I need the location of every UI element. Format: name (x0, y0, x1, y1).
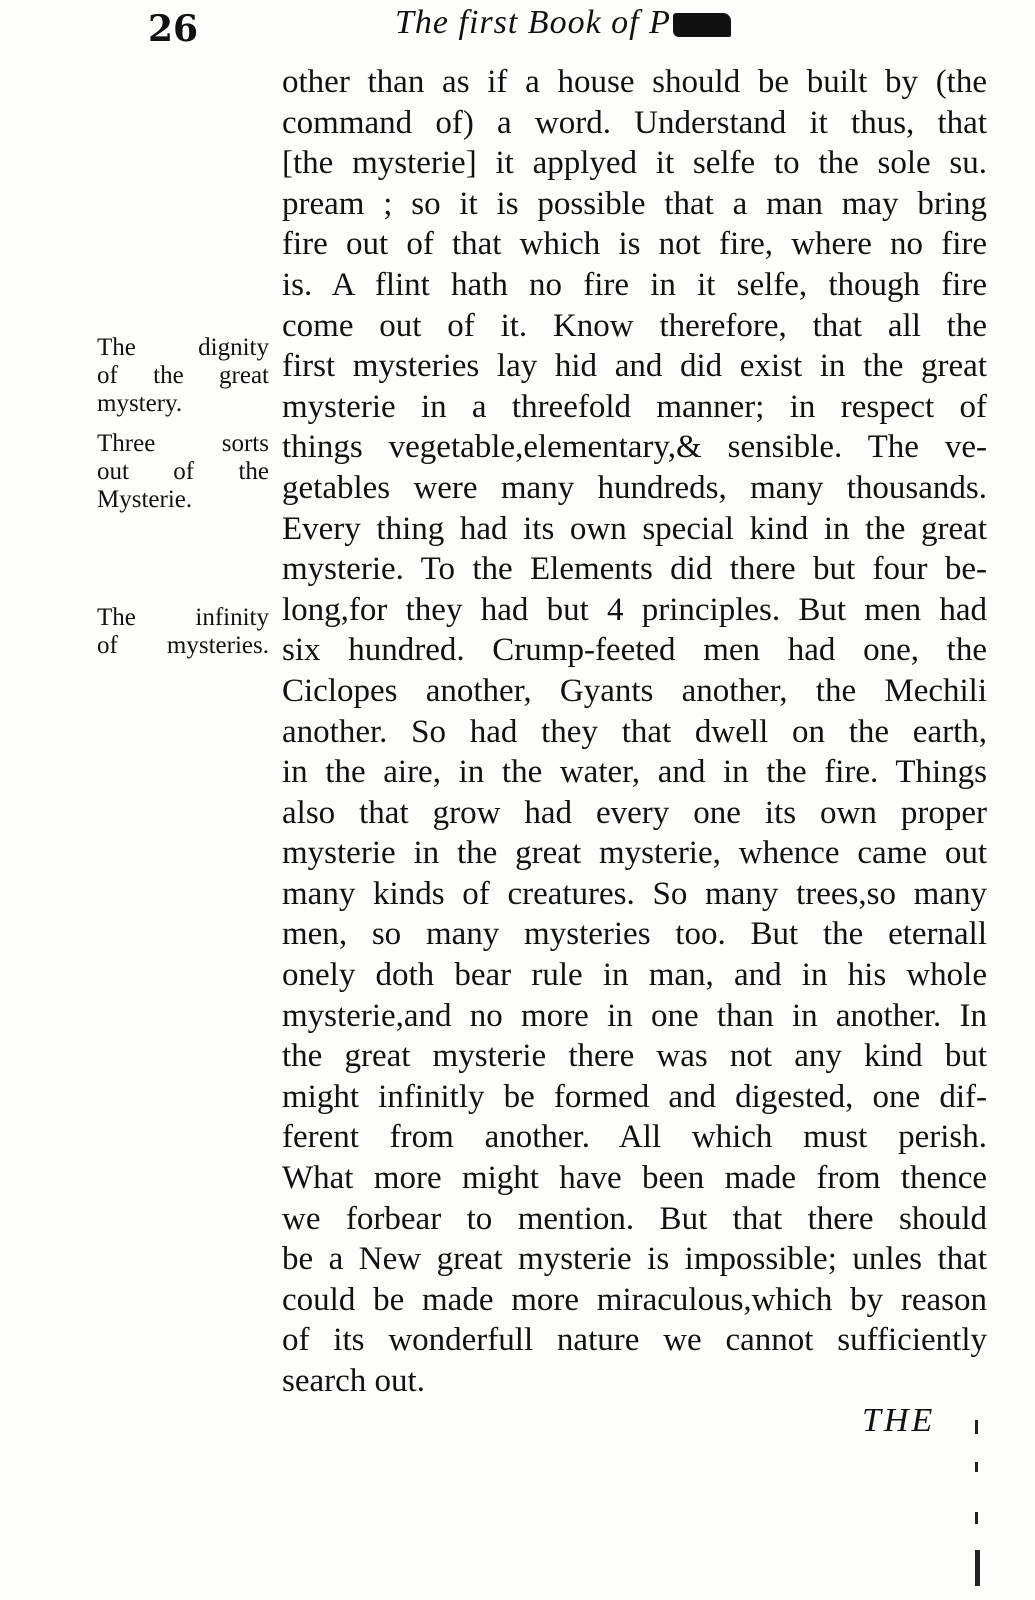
scan-edge-marks (975, 1420, 981, 1590)
text-line: search out. (282, 1363, 425, 1399)
text-line: other than as if a house should be built by (the (282, 64, 987, 100)
text-line: ferent from another. All which must perish. (282, 1119, 987, 1156)
margin-note-line: of mysteries. (97, 632, 269, 659)
running-head-text: The first Book of P (395, 4, 671, 41)
margin-note-infinity (97, 604, 269, 660)
text-line: also that grow had every one its own proper (282, 794, 987, 831)
text-line: many kinds of creatures. So many trees,so many (282, 875, 987, 912)
text-line: mysterie. To the Elements did there but four be- (282, 551, 987, 588)
text-line: mysterie in a threefold manner; in respect of (282, 388, 987, 425)
catchword: THE (862, 1402, 936, 1439)
text-line: first mysteries lay hid and did exist in the great (282, 348, 987, 385)
text-line: fire out of that which is not fire, where no fire (282, 226, 987, 263)
text-line: mysterie in the great mysterie, whence came out (282, 835, 987, 872)
text-line: things vegetable,elementary,& sensible. The ve- (282, 429, 987, 466)
text-line: another. So had they that dwell on the earth, (282, 713, 987, 750)
margin-note-dignity (97, 334, 269, 418)
body-text (282, 62, 987, 1402)
text-line: six hundred. Crump-feeted men had one, the (282, 632, 987, 669)
margin-note-line: Three sorts (97, 430, 269, 457)
text-line: the great mysterie there was not any kind but (282, 1038, 987, 1075)
margin-note-line: out of the (97, 458, 269, 485)
page-number: 26 (148, 8, 199, 50)
text-line: Ciclopes another, Gyants another, the Mechili (282, 672, 987, 709)
margin-note-line: The dignity (97, 334, 269, 361)
text-line: men, so many mysteries too. But the eternall (282, 916, 987, 953)
text-line: of its wonderfull nature we cannot sufficiently (282, 1322, 987, 1359)
text-line: [the mysterie] it applyed it selfe to the sole su. (282, 145, 987, 182)
text-line: we forbear to mention. But that there should (282, 1200, 987, 1237)
text-line: in the aire, in the water, and in the fire. Things (282, 754, 987, 791)
text-line: long,for they had but 4 principles. But men had (282, 591, 987, 628)
margin-note-line: The infinity (97, 604, 269, 631)
text-line: pream ; so it is possible that a man may bring (282, 185, 987, 222)
text-line: might infinitly be formed and digested, one dif- (282, 1078, 987, 1115)
text-line: could be made more miraculous,which by reason (282, 1281, 987, 1318)
text-line: is. A flint hath no fire in it selfe, though fire (282, 266, 987, 303)
text-line: be a New great mysterie is impossible; unles that (282, 1241, 987, 1278)
text-line: come out of it. Know therefore, that all the (282, 307, 987, 344)
text-line: command of) a word. Understand it thus, that (282, 104, 987, 141)
text-line: What more might have been made from thence (282, 1160, 987, 1197)
margin-note-line: Mysterie. (97, 486, 193, 513)
margin-note-line: mystery. (97, 390, 183, 417)
margin-note-line: of the great (97, 362, 269, 389)
text-line: onely doth bear rule in man, and in his whole (282, 957, 987, 994)
text-line: getables were many hundreds, many thousands. (282, 469, 987, 506)
text-line: Every thing had its own special kind in the great (282, 510, 987, 547)
text-line: mysterie,and no more in one than in another. In (282, 997, 987, 1034)
ink-smudge (673, 13, 731, 37)
running-head (395, 4, 915, 42)
margin-note-three-sorts (97, 430, 269, 514)
